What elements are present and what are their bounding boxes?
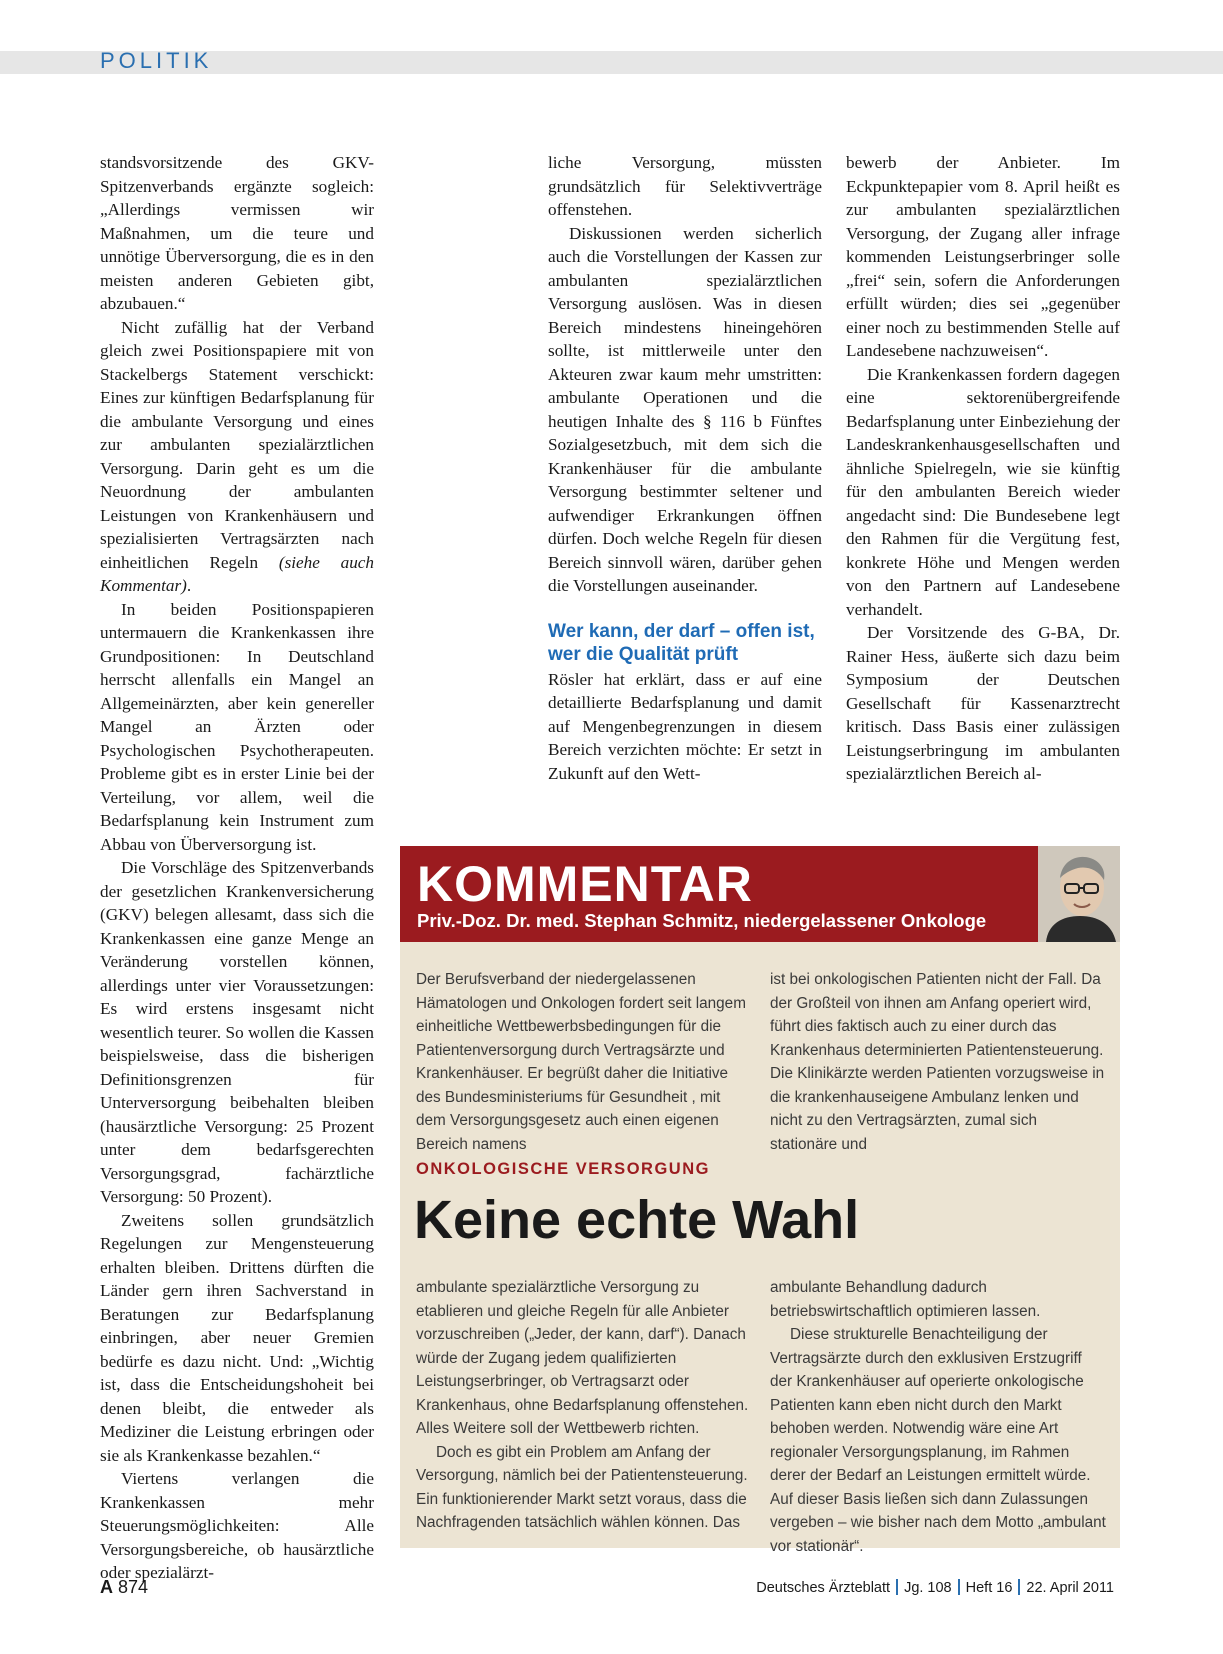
- page-number-value: 874: [118, 1577, 149, 1597]
- paragraph: Der Berufsverband der niedergelassenen Hämatologen und Onkologen fordert seit langem einheitliche Wettbewerbsbedingungen für die Patientenversorgung durch Vertragsärzte und Krankenhäuser. Er begrüßt daher die Initiative des Bundesministeriums für Gesundheit , mit dem Versorgungsgesetz auch einen eigenen Bereich namens: [416, 971, 746, 1153]
- author-portrait: [1038, 846, 1120, 942]
- paragraph: Die Krankenkassen fordern dagegen eine sektorenübergreifende Bedarfsplanung unter Einbeziehung der Landeskrankenhausgesellschaften und ähnliche Spielregeln, wie sie künftig für den ambulanten Bereich wieder angedacht sind: Die Bundesebene legt den Rahmen für die Vergütung fest, konkrete Höhe und Mengen werden von den Partnern auf Landesebene verhandelt.: [846, 364, 1120, 619]
- article-column-2: [548, 151, 822, 785]
- kommentar-column: [416, 1276, 754, 1535]
- issue-date: 22. April 2011: [1026, 1580, 1114, 1596]
- paragraph: bewerb der Anbieter. Im Eckpunktepapier vom 8. April heißt es zur ambulanten spezialärztlichen Versorgung, der Zugang aller infrage kommenden Leistungserbringer solle „frei“ sein, sofern die Anforderungen erfüllt würden; dies sei „gegenüber einer noch zu bestimmenden Stelle auf Landesebene nachzuweisen“.: [846, 153, 1120, 360]
- paragraph: standsvorsitzende des GKV-Spitzenverbands ergänzte sogleich: „Allerdings vermissen wir Maßnahmen, um die teure und unnötige Überversorgung, die es in den meisten anderen Gebieten gibt, abzubauen.“: [100, 153, 374, 313]
- paragraph: Doch es gibt ein Problem am Anfang der Versorgung, nämlich bei der Patientensteuerung. Ein funktionierender Markt setzt voraus, dass die Nachfragenden tatsächlich wählen können. Das: [416, 1443, 748, 1531]
- paragraph: Der Vorsitzende des G-BA, Dr. Rainer Hess, äußerte sich dazu beim Symposium der Deutschen Gesellschaft für Kassenarztrecht kritisch. Dass Basis einer zulässigen Leistungserbringung im ambulanten spezialärztlichen Bereich al-: [846, 623, 1120, 783]
- separator: [896, 1579, 898, 1595]
- journal-name: Deutsches Ärzteblatt: [756, 1580, 891, 1596]
- kommentar-author: Priv.-Doz. Dr. med. Stephan Schmitz, niedergelassener Onkologe: [417, 910, 987, 931]
- paragraph: In beiden Positionspapieren untermauern die Krankenkassen ihre Grundpositionen: In Deutschland herrscht allenfalls ein Mangel an Allgemeinärzten, aber kein genereller Mangel an Ärzten oder Psychologischen Psychotherapeuten. Probleme gibt es in erster Linie bei der Verteilung, vor allem, weil die Bedarfsplanung kein Instrument zum Abbau von Überversorgung ist.: [100, 599, 374, 854]
- paragraph: ist bei onkologischen Patienten nicht der Fall. Da der Großteil von ihnen am Anfang operiert wird, führt dies faktisch auch zu einer durch das Krankenhaus determinierten Patientensteuerung. Die Klinikärzte werden Patienten vorzugsweise in die krankenhauseigene Ambulanz lenken und nicht zu den Vertragsärzten, zumal sich stationäre und: [770, 971, 1105, 1153]
- cross-reference: (siehe auch Kommentar): [100, 552, 375, 595]
- paragraph: Nicht zufällig hat der Verband gleich zwei Positionspapiere mit von Stackelbergs Statement verschickt: Eines zur künftigen Bedarfsplanung für die ambulante Versorgung und eines zur ambulanten spezialärztlichen Versorgung. Darin geht es um die Neuordnung der ambulanten Leistungen von Krankenhäusern und spezialisierten Vertragsärzten nach einheitlichen Regeln (siehe auch Kommentar).: [100, 317, 375, 595]
- article-column-1: [100, 151, 374, 1585]
- subheading: Wer kann, der darf – offen ist, wer die Qualität prüft: [548, 620, 815, 665]
- kommentar-column: [770, 968, 1108, 1156]
- portrait-photo-icon: [1038, 846, 1120, 942]
- footer-citation: [756, 1579, 1114, 1596]
- article-column-3: [846, 151, 1120, 786]
- paragraph: Diskussionen werden sicherlich auch die Vorstellungen der Kassen zur ambulanten spezialärztlichen Versorgung auslösen. Was in diesen Bereich mindestens hineingehören sollte, ist mittlerweile unter den Akteuren zwar kaum mehr umstritten: ambulante Operationen und die heutigen Inhalte des § 116 b Fünftes Sozialgesetzbuch, mit dem sich die Krankenhäuser für die ambulante Versorgung bestimmter seltener und aufwendiger Erkrankungen öffnen dürfen. Doch welche Regeln für diesen Bereich sinnvoll wären, darüber gehen die Vorstellungen auseinander.: [548, 223, 822, 595]
- separator: [1018, 1579, 1020, 1595]
- paragraph: Zweitens sollen grundsätzlich Regelungen zur Mengensteuerung erhalten bleiben. Drittens dürften die Länder gern ihren Sachverstand in Beratungen zur Bedarfsplanung einbringen, aber neuer Gremien bedürfe es dazu nicht. Und: „Wichtig ist, dass die Entscheidungshoheit bei denen bleibt, die entweder als Mediziner die Leistung erbringen oder sie als Krankenkasse bezahlen.“: [100, 1210, 374, 1465]
- kommentar-column: [416, 968, 754, 1156]
- paragraph: Die Vorschläge des Spitzenverbands der gesetzlichen Krankenversicherung (GKV) belegen allesamt, dass sich die Krankenkassen eine ganze Menge an Veränderung vorstellen können, allerdings unter vier Voraussetzungen: Es wird erstens insgesamt nicht wesentlich teurer. So wollen die Kassen beispielsweise, dass die bisherigen Definitionsgrenzen für Unterversorgung beibehalten bleiben (hausärztliche Versorgung: 25 Prozent unter dem bedarfsgerechten Versorgungsgrad, fachärztliche Versorgung: 50 Prozent).: [100, 858, 374, 1206]
- volume: Jg. 108: [904, 1580, 952, 1596]
- section-label: POLITIK: [100, 48, 213, 73]
- paragraph: Rösler hat erklärt, dass er auf eine detaillierte Bedarfsplanung und damit auf Mengenbegrenzungen in diesem Bereich verzichten möchte: Er setzt in Zukunft auf den Wett-: [548, 669, 822, 783]
- kommentar-label: KOMMENTAR: [417, 856, 753, 912]
- separator: [958, 1579, 960, 1595]
- paragraph-text: Nicht zufällig hat der Verband gleich zwei Positionspapiere mit von Stackelbergs Statement verschickt: Eines zur künftigen Bedarfsplanung für die ambulante Versorgung und eines zur ambulanten spezialärztlichen Versorgung. Darin geht es um die Neuordnung der ambulanten Leistungen von Krankenhäusern und spezialisierten Vertragsärzten nach einheitlichen Regeln: [100, 317, 374, 572]
- issue: Heft 16: [965, 1580, 1013, 1596]
- kommentar-kicker: ONKOLOGISCHE VERSORGUNG: [416, 1160, 710, 1178]
- paragraph: ambulante Behandlung dadurch betriebswirtschaftlich optimieren lassen.: [770, 1279, 1041, 1320]
- paragraph: Diese strukturelle Benachteiligung der Vertragsärzte durch den exklusiven Erstzugriff der Krankenhäuser auf operierte onkologische Patienten kann eben nicht durch den Markt behoben werden. Notwendig wäre eine Art regionaler Versorgungsplanung, im Rahmen derer der Bedarf an Leistungen ermittelt würde. Auf dieser Basis ließen sich dann Zulassungen vergeben – wie bisher nach dem Motto „ambulant vor stationär“.: [770, 1326, 1106, 1555]
- page-prefix: A: [100, 1577, 113, 1597]
- paragraph: Viertens verlangen die Krankenkassen mehr Steuerungsmöglichkeiten: Alle Versorgungsbereiche, ob hausärztliche oder spezialärzt-: [100, 1469, 374, 1582]
- paragraph: ambulante spezialärztliche Versorgung zu etablieren und gleiche Regeln für alle Anbieter vorzuschreiben („Jeder, der kann, darf“). Danach würde der Zugang jedem qualifizierten Leistungserbringer, ob Vertragsarzt oder Krankenhaus, ohne Bedarfsplanung offenstehen. Alles Weitere soll der Wettbewerb richten.: [416, 1279, 749, 1437]
- page-number: [100, 1577, 148, 1598]
- paragraph: liche Versorgung, müssten grundsätzlich für Selektivverträge offenstehen.: [548, 153, 822, 219]
- kommentar-headline: Keine echte Wahl: [414, 1190, 860, 1250]
- kommentar-column: [770, 1276, 1108, 1558]
